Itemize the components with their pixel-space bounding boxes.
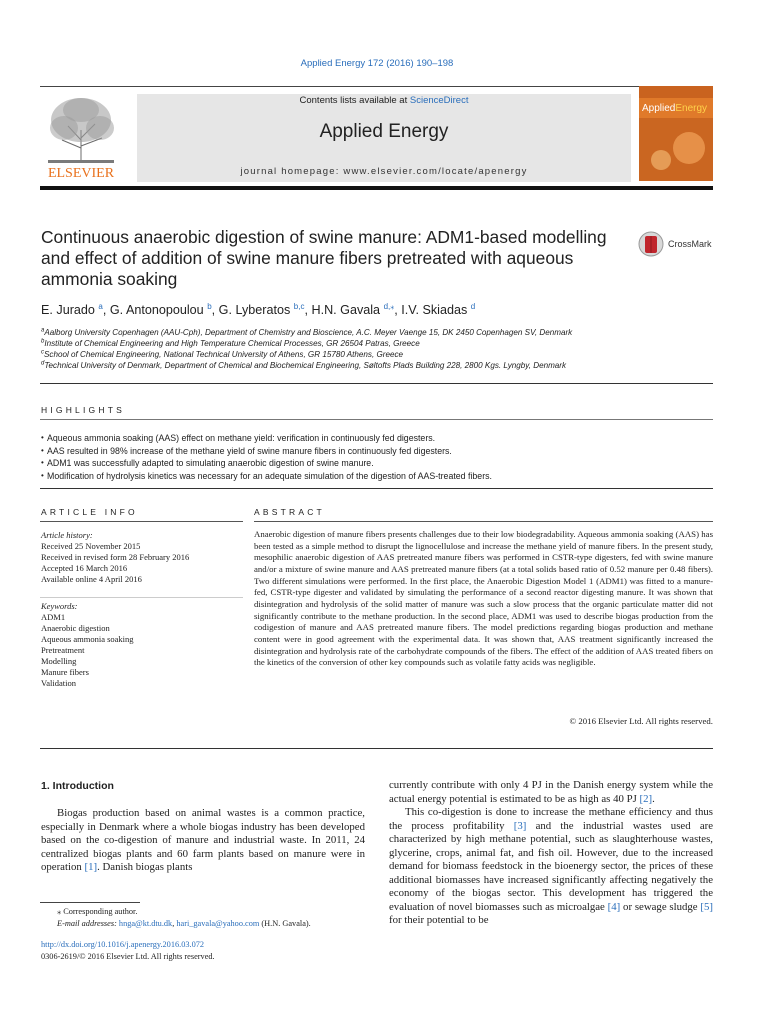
- email-separator: ,: [172, 918, 177, 928]
- keyword-item[interactable]: Validation: [41, 678, 76, 688]
- abstract-body: Anaerobic digestion of manure fibers presents challenges due to their low biodegradability. Aqueous ammonia soaking (AAS) has been tested as a simple method to disrupt the lignocellulose and increase the methane yield of manure fibers. In the present study, mesophilic anaerobic digestion of AAS pretreated manure fibers was performed in CSTR-type digesters, fed with swine manure and/or a mixture of swine manure and AAS pretreated manure fibers (at a total solids based ratio of 0.52 manure per 0.48 fibers). Two different simulations were performed. In the first place, the Anaerobic Digestion Model 1 (ADM1) was fitted to a manure-fed, CSTR-type digester and validated by simulating the performance of a second reactor digesting manure. It was shown that disintegration and hydrolysis of the solid matter of manure was such a slow process that the organic particulate matter did not significantly contribute to the methane production. In the second place, ADM1 was used to describe biogas production from the codigestion of manure and AAS pretreated manure fibers. The model predictions regarding biogas production and methane content were in good agreement with the experimental data. It was shown that, AAS treatment significantly increased the disintegration and hydrolysis rate of the carbohydrate compounds of the fibers. The effect of the addition of AAS treated fibers on the kinetics of the conversion of other key compounds such as volatile fatty acids was negligible.: [254, 529, 713, 668]
- contents-line: [137, 95, 631, 106]
- keyword-item[interactable]: ADM1: [41, 612, 66, 622]
- reference-link[interactable]: [1]: [84, 861, 98, 873]
- reference-link[interactable]: [5]: [700, 900, 713, 913]
- article-info-heading: ARTICLE INFO: [41, 507, 138, 517]
- crossmark-icon: [638, 231, 664, 257]
- intro-paragraph: [389, 806, 713, 928]
- section-divider: [40, 748, 713, 749]
- affiliation-item: [41, 338, 721, 349]
- elsevier-wordmark: ELSEVIER: [47, 166, 115, 181]
- history-heading: Article history:: [41, 530, 93, 540]
- journal-name: Applied Energy: [319, 121, 449, 142]
- keyword-item[interactable]: Modelling: [41, 656, 77, 666]
- affiliation-text: Aalborg University Copenhagen (AAU-Cph), Department of Chemistry and Bioscience, A.C. Meyer Vaenge 15, DK 2450 Copenhagen SV, Denmark: [44, 328, 573, 337]
- history-accepted: Accepted 16 March 2016: [41, 563, 128, 573]
- section-divider: [40, 383, 713, 384]
- highlight-item: • AAS resulted in 98% increase of the methane yield of swine manure fibers in continuously fed digesters.: [41, 445, 721, 458]
- affiliation-mark: d: [41, 360, 45, 367]
- keyword-item[interactable]: Aqueous ammonia soaking: [41, 634, 134, 644]
- author-affiliation-mark[interactable]: d,⁎: [383, 301, 395, 311]
- journal-homepage: [137, 166, 631, 177]
- keywords-heading: Keywords:: [41, 601, 78, 611]
- footnote-rule: [40, 902, 140, 903]
- intro-text: . Danish biogas plants: [97, 861, 193, 873]
- author-name[interactable]: I.V. Skiadas: [401, 303, 468, 317]
- author-separator: ,: [211, 303, 219, 317]
- keyword-item[interactable]: Pretreatment: [41, 645, 85, 655]
- contents-prefix: Contents lists available at: [299, 95, 410, 106]
- article-history: [41, 530, 241, 585]
- abstract-heading: ABSTRACT: [254, 507, 325, 517]
- highlights-rule: [40, 419, 713, 420]
- history-revised: Received in revised form 28 February 2016: [41, 552, 190, 562]
- author-separator: ,: [102, 303, 110, 317]
- crossmark-badge[interactable]: [638, 231, 718, 257]
- abstract-rule: [254, 521, 713, 522]
- email-suffix: (H.N. Gavala).: [259, 918, 311, 928]
- keywords: [41, 601, 241, 689]
- doi-link[interactable]: http://dx.doi.org/10.1016/j.apenergy.2016.03.072: [41, 940, 205, 949]
- abstract-copyright: © 2016 Elsevier Ltd. All rights reserved.: [569, 716, 713, 726]
- intro-text: or sewage sludge: [620, 900, 701, 913]
- reference-link[interactable]: [4]: [607, 900, 621, 913]
- footnote: [41, 906, 371, 929]
- author-name[interactable]: E. Jurado: [41, 303, 95, 317]
- author-name[interactable]: H.N. Gavala: [311, 303, 381, 317]
- intro-text: This co-digestion is done to increase the methane efficiency and thus the process profitability: [389, 806, 713, 832]
- journal-cover-thumbnail[interactable]: [639, 86, 713, 181]
- affiliation-text: Institute of Chemical Engineering and High Temperature Chemical Processes, GR 26504 Patras, Greece: [44, 339, 420, 348]
- author-name[interactable]: G. Antonopoulou: [109, 303, 204, 317]
- email-link[interactable]: hari_gavala@yahoo.com: [176, 918, 260, 928]
- author-affiliation-mark[interactable]: b: [207, 301, 212, 311]
- article-info-rule: [40, 521, 243, 522]
- issn-line: 0306-2619/© 2016 Elsevier Ltd. All rights reserved.: [41, 952, 215, 961]
- journal-citation[interactable]: Applied Energy 172 (2016) 190–198: [300, 58, 454, 69]
- author-separator: ,: [304, 303, 312, 317]
- reference-link[interactable]: [2]: [639, 792, 653, 805]
- homepage-prefix: journal homepage:: [240, 166, 344, 177]
- crossmark-label: CrossMark: [668, 239, 712, 249]
- corresponding-author-note: ⁎ Corresponding author.: [57, 907, 138, 916]
- intro-text: .: [652, 792, 655, 805]
- elsevier-tree-logo: [40, 90, 122, 182]
- affiliation-mark: a: [41, 327, 45, 334]
- header-top-rule: [40, 86, 713, 87]
- introduction-right-column: [389, 779, 713, 928]
- keywords-rule: [40, 597, 243, 598]
- intro-text: and the industrial wastes used are characterized by high methane potential, such as slaughterhouse wastes, glycerine, crops, animal fat, and fish oil. However, due to the increased demand for biomass feedstock in the bioenergy sector, the prices of these additional biomasses have increased significantly affecting negatively the economy of the biogas sector. This development has triggered the evaluation of novel biomasses such as microalgae: [389, 819, 713, 913]
- cover-artwork: [639, 86, 713, 181]
- highlight-item: • ADM1 was successfully adapted to simulating anaerobic digestion of swine manure.: [41, 457, 721, 470]
- sciencedirect-link[interactable]: ScienceDirect: [409, 95, 469, 106]
- section-divider: [40, 488, 713, 489]
- affiliation-item: [41, 349, 721, 360]
- history-received: Received 25 November 2015: [41, 541, 141, 551]
- intro-text: for their potential to be: [389, 914, 489, 926]
- author-name[interactable]: G. Lyberatos: [218, 303, 291, 317]
- article-title: Continuous anaerobic digestion of swine manure: ADM1-based modelling and effect of addition of swine manure fibers pretreated with aqueous ammonia soaking: [41, 227, 607, 289]
- header-bottom-rule: [40, 186, 713, 190]
- highlights-heading: HIGHLIGHTS: [41, 405, 125, 415]
- highlights-list: [41, 432, 721, 482]
- affiliation-text: School of Chemical Engineering, National Technical University of Athens, GR 15780 Athens, Greece: [44, 350, 404, 359]
- introduction-heading: 1. Introduction: [41, 780, 114, 792]
- keyword-item[interactable]: Anaerobic digestion: [41, 623, 110, 633]
- author-affiliation-mark[interactable]: b,c: [293, 301, 305, 311]
- homepage-link[interactable]: www.elsevier.com/locate/apenergy: [343, 166, 528, 177]
- intro-text: Biogas production based on animal wastes is a common practice, especially in Denmark where a whole biogas industry has been developed based on the co-digestion of manure and industrial waste. In 2011, 24 centralized biogas plants and 60 farm plants based on manure were in operation: [41, 807, 365, 873]
- highlight-item: • Aqueous ammonia soaking (AAS) effect on methane yield: verification in continuously fed digesters.: [41, 432, 721, 445]
- affiliation-text: Technical University of Denmark, Department of Chemical and Biochemical Engineering, Søltofts Plads Building 228, 2800 Kgs. Lyngby, Denmark: [44, 361, 567, 370]
- affiliation-mark: b: [41, 338, 45, 345]
- cover-word-energy: Energy: [675, 103, 708, 114]
- affiliation-item: [41, 327, 721, 338]
- reference-link[interactable]: [3]: [513, 819, 527, 832]
- email-label: E-mail addresses:: [57, 918, 119, 928]
- intro-paragraph: [389, 779, 713, 806]
- author-affiliation-mark[interactable]: a: [98, 301, 103, 311]
- affiliation-mark: c: [41, 349, 44, 356]
- keyword-item[interactable]: Manure fibers: [41, 667, 89, 677]
- email-addresses: [41, 918, 371, 930]
- author-list: [41, 303, 475, 317]
- history-online: Available online 4 April 2016: [41, 574, 142, 584]
- affiliation-list: [41, 327, 721, 371]
- author-separator: ,: [394, 303, 402, 317]
- affiliation-item: [41, 360, 721, 371]
- intro-text: currently contribute with only 4 PJ in the Danish energy system while the actual energy potential is estimated to be as high as 40 PJ: [389, 779, 713, 805]
- highlight-item: • Modification of hydrolysis kinetics was necessary for an adequate simulation of the digestion of AAS-treated fibers.: [41, 470, 721, 483]
- author-affiliation-mark[interactable]: d: [470, 301, 476, 311]
- cover-word-applied: Applied: [642, 103, 676, 114]
- introduction-left-column: [41, 807, 365, 875]
- email-link[interactable]: hnga@kt.dtu.dk: [118, 918, 173, 928]
